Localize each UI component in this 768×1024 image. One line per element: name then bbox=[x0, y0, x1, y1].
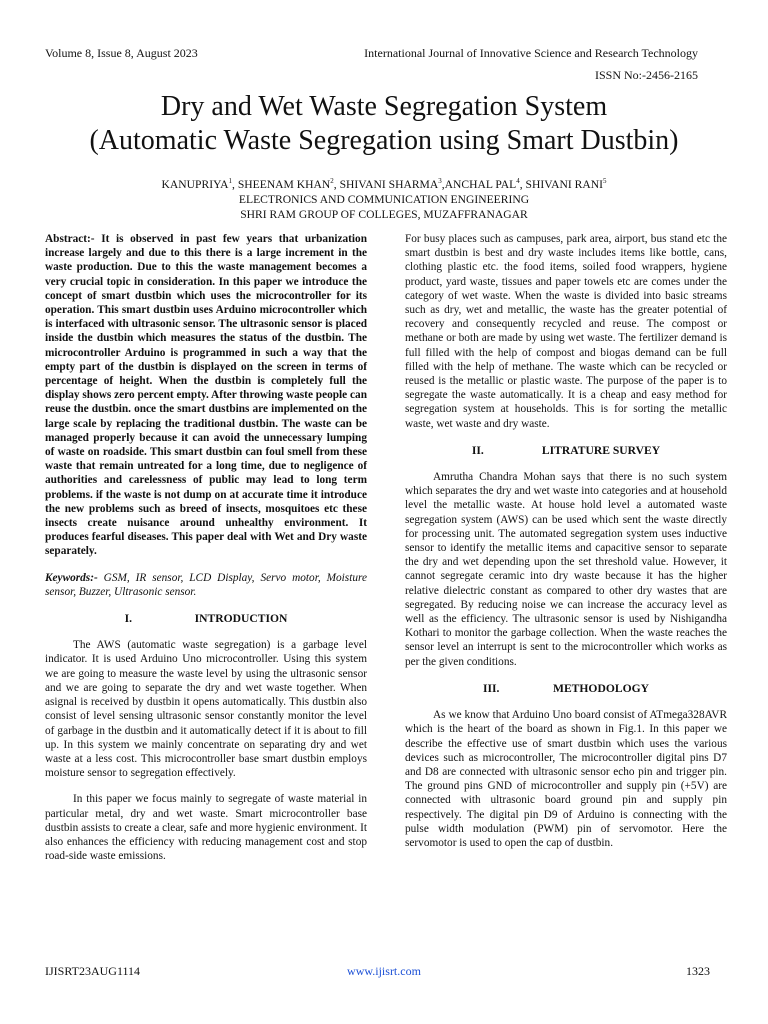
right-column bbox=[405, 232, 727, 850]
keywords-label: Keywords:- bbox=[45, 571, 98, 584]
journal-name: International Journal of Innovative Science and Research Technology bbox=[364, 46, 698, 60]
paper-title bbox=[20, 90, 748, 158]
title-line-1: Dry and Wet Waste Segregation System bbox=[160, 91, 608, 122]
volume-info: Volume 8, Issue 8, August 2023 bbox=[45, 46, 198, 60]
section-heading-introduction: I. INTRODUCTION bbox=[124, 612, 288, 626]
title-line-2: (Automatic Waste Segregation using Smart Dustbin) bbox=[89, 125, 679, 156]
paper-id: IJISRT23AUG1114 bbox=[45, 964, 141, 978]
author-list: KANUPRIYA$^1$, SHEENAM KHAN$^2$, SHIVANI SHARMA$^3$,ANCHAL PAL$^4$, SHIVANI RANI$^5$ bbox=[161, 177, 607, 191]
college: SHRI RAM GROUP OF COLLEGES, MUZAFFRANAGAR bbox=[240, 207, 528, 221]
intro-paragraph-3: For busy places such as campuses, park area, airport, bus stand etc the smart dustbin is best and dry waste includes items like bottle, cans, clothing plastic etc. the food items, soiled food wrappers, hygiene product, yard waste, tissues and paper towels etc are comes under the category of wet waste. When the waste is divided into basic streams such as dry, wet and metallic, the waste has the greater potential of recovery and consequently recycled and reuse. The compost or methane or both are made by using wet waste. The fertilizer demand is full filled with the help of compost and biogas demand can be full filled with the help of methane. The waste which can be recycled or reused is the metallic or plastic waste. The purpose of the paper is to segregate the waste automatically. It is a cheap and easy method for segregation system at households. This is for sorting the metallic waste, wet waste and dry waste. bbox=[405, 233, 727, 430]
department: ELECTRONICS AND COMMUNICATION ENGINEERING bbox=[238, 192, 530, 206]
intro-paragraph-1: The AWS (automatic waste segregation) is a garbage level indicator. It is used Arduino Uno microcontroller. Using this system we are going to measure the waste level by using the ultrasonic sensor and we are going to separate the dry and wet waste together. When asignal is received by dustbin it opens automatically. This dustbin also consist of level sensing ultrasonic sensor constantly monitor the level of garbage in the dustbin and it automatically detect if it is about to fill up. In this system we mainly concentrate on separating dry and wet waste at a less cost. This microcontroller base smart dustbin employs moisture sensor to segregation effectively. bbox=[45, 639, 367, 780]
author-block bbox=[20, 174, 748, 222]
section-heading-methodology: III. METHODOLOGY bbox=[483, 681, 649, 695]
left-column bbox=[45, 232, 367, 863]
keywords bbox=[45, 571, 367, 599]
issn: ISSN No:-2456-2165 bbox=[594, 68, 698, 82]
intro-paragraph-2: In this paper we focus mainly to segregate of waste material in particular metal, dry and wet waste. Smart microcontroller base dustbin assists to create a clear, safe and more hygienic environment. It also enhances the efficiency with reducing management cost and stop road-side waste emissions. bbox=[45, 793, 367, 863]
page-number: 1323 bbox=[686, 964, 710, 978]
lit-paragraph-1: Amrutha Chandra Mohan says that there is no such system which separates the dry and wet waste into categories and at household level the metallic waste. At house hold level a automated waste segregation system (AWS) can be used which sent the waste directly for processing unit. The automated segregation system uses inductive sensor to identify the metallic items and capacitive sensor to separate the dry and wet depending upon the set threshold value. However, it cannot segregate ceramic into dry waste because it has the higher relative dielectric constant as compared to other dry wastes that are segregated. By reducing noise we can increase the accuracy level as well as the efficiency. The ultrasonic sensor is used by Nishigandha Kothari to monitor the garbage collection. When the waste reaches the sensor level an interrupt is sent to the microcontroller which works as per the given conditions. bbox=[405, 471, 727, 668]
abstract: Abstract:- It is observed in past few years that urbanization increase largely and due to this there is a large increment in the waste production. Due to this the waste management becomes a very crucial topic in consideration. In this paper we introduce the concept of smart dustbin which uses the microcontroller for its operation. This smart dustbin uses Arduino microcontroller which is interfaced with ultrasonic sensor. The ultrasonic sensor is placed inside the dustbin which measures the status of the dustbin. The microcontroller Arduino is programmed in such a way that the empty part of the dustbin is displayed on the screen in terms of percentage of height. When the dustbin is completely full the display shows zero percent empty. After throwing waste people can reuse the dustbin. once the smart dustbins are implemented on the large scale by replacing the traditional dustbin. The waste can be managed properly because it can avoid the unnecessary lumping of waste on roadside. This smart dustbin can foul smell from these waste that remain untreated for a long time, due to negligence of authorities and carelessness of public may lead to long term problems. if the waste is not dump on at accurate time it introduce the new problems such as breed of insects, mosquitoes etc these insects create nuisance around unhealthy environment. It produces fearful diseases. This paper deal with Wet and Dry waste separately. bbox=[45, 233, 367, 558]
journal-url-link[interactable]: www.ijisrt.com bbox=[347, 964, 421, 978]
section-heading-literature: II. LITRATURE SURVEY bbox=[471, 443, 661, 457]
method-paragraph-1: As we know that Arduino Uno board consist of ATmega328AVR which is the heart of the board as shown in Fig.1. In this paper we describe the effective use of smart dustbin which uses the various devices such as microcontroller, The microcontroller digital pins D7 and D8 are connected with ultrasonic sensor echo pin and trigger pin. The ground pins GND of microcontroller and supply pin (+5V) are connected with ultrasonic board ground pin and supply pin respectively. The digital pin D9 of Arduino is connecting with the pulse width modulation (PWM) pin of servomotor. Here the servomotor is used to open the cap of dustbin. bbox=[405, 709, 727, 849]
keywords-text: GSM, IR sensor, LCD Display, Servo motor, Moisture sensor, Buzzer, Ultrasonic sensor. bbox=[45, 571, 367, 598]
